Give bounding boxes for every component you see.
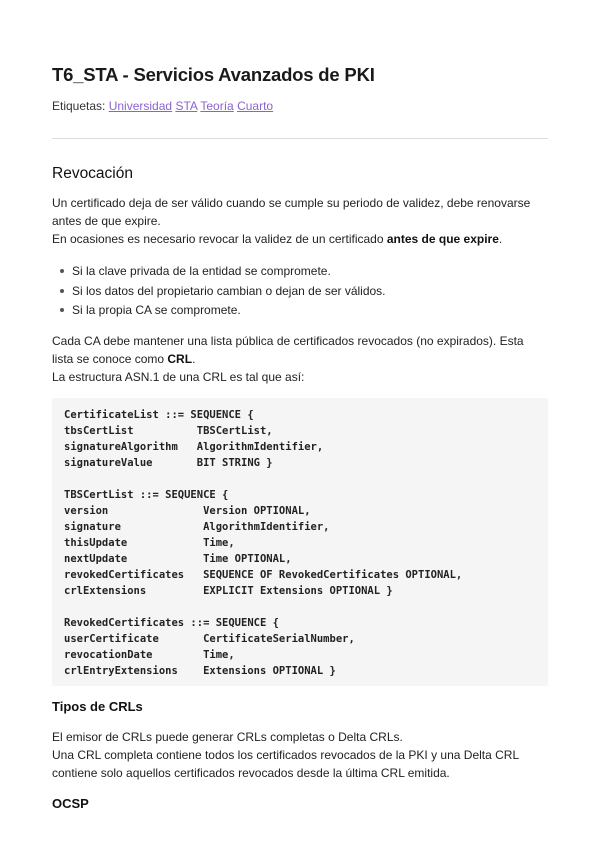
intro-line1: Un certificado deja de ser válido cuando se cumple su periodo de validez, debe renovarse antes de que expire. xyxy=(52,196,531,228)
tag-link-sta[interactable]: STA xyxy=(175,99,198,113)
tag-link-cuarto[interactable]: Cuarto xyxy=(237,99,274,113)
tag-link-teoria[interactable]: Teoría xyxy=(200,99,234,113)
code-text: CertificateList ::= SEQUENCE { tbsCertList TBSCertList, signatureAlgorithm AlgorithmIdentifier, signatureValue BIT STRING } TBSCertList ::= SEQUENCE { version Version OPTIONAL, signature AlgorithmIdentifier, thisUpdate Time, nextUpdate Time OPTIONAL, revokedCertificates SEQUENCE OF RevokedCertificates OPTIONAL, crlExtensions EXPLICIT Extensions OPTIONAL } RevokedCertificates ::= SEQUENCE { userCertificate CertificateSerialNumber, revocationDate Time, crlEntryExtensions Extensions OPTIONAL } xyxy=(64,409,463,677)
list-item-text: Si la clave privada de la entidad se compromete. xyxy=(72,264,331,278)
bullet-dot-icon xyxy=(60,269,64,273)
bullet-list xyxy=(52,262,386,321)
bullet-dot-icon xyxy=(60,308,64,312)
intro-line2-prefix: En ocasiones es necesario revocar la validez de un certificado xyxy=(52,232,387,246)
list-item-text: Si los datos del propietario cambian o dejan de ser válidos. xyxy=(72,283,386,298)
intro-line2-suffix: . xyxy=(498,232,503,246)
code-block xyxy=(52,398,548,686)
list-item xyxy=(52,282,386,302)
subsection-heading-tipos-crls: Tipos de CRLs xyxy=(52,699,143,714)
paragraph-intro xyxy=(52,194,548,248)
paragraph-tipos-crls xyxy=(52,728,548,782)
bullet-dot-icon xyxy=(60,289,64,293)
tags-label: Etiquetas: xyxy=(52,99,106,113)
crl-suffix: . xyxy=(192,352,196,366)
tipos-line1: El emisor de CRLs puede generar CRLs completas o Delta CRLs. xyxy=(52,730,403,744)
tipos-line2: Una CRL completa contiene todos los certificados revocados de la PKI y una Delta CRL contiene solo aquellos certificados revocados desde la última CRL emitida. xyxy=(52,748,519,780)
list-item-text: Si la propia CA se compromete. xyxy=(72,303,241,317)
section-heading-revocacion: Revocación xyxy=(52,165,133,182)
paragraph-crl xyxy=(52,332,548,386)
tag-link-universidad[interactable]: Universidad xyxy=(108,99,173,113)
tags-row xyxy=(52,99,273,113)
subsection-heading-ocsp: OCSP xyxy=(52,796,89,811)
asn-line: La estructura ASN.1 de una CRL es tal que así: xyxy=(52,370,305,384)
list-item xyxy=(52,262,386,282)
list-item xyxy=(52,301,386,321)
crl-prefix: Cada CA debe mantener una lista pública de certificados revocados (no expirados). Esta lista se conoce como xyxy=(52,334,524,366)
divider xyxy=(52,138,548,139)
page-title: T6_STA - Servicios Avanzados de PKI xyxy=(52,64,375,85)
intro-line2-bold: antes de que expire xyxy=(386,232,499,246)
crl-bold: CRL xyxy=(167,352,193,366)
